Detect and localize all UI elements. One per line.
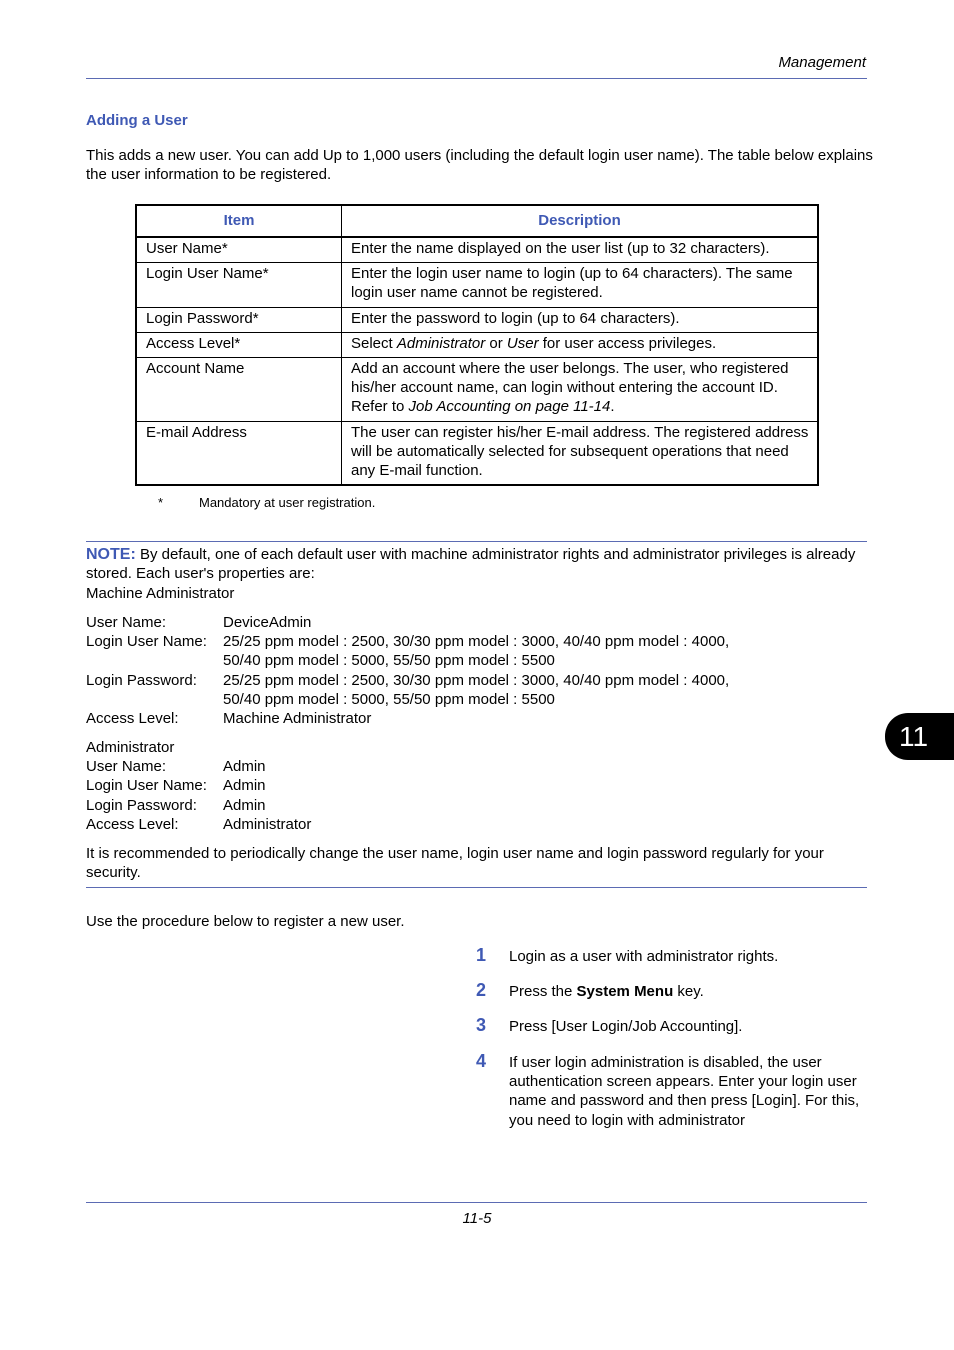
running-header: Management: [778, 54, 866, 71]
header-rule: [86, 78, 867, 79]
kv-value: Machine Administrator: [223, 710, 372, 727]
table-row: [136, 263, 818, 307]
cross-reference-link[interactable]: Job Accounting on page 11-14: [408, 398, 611, 416]
table-cell-item: E-mail Address: [136, 421, 342, 485]
step-text: Login as a user with administrator rights.: [509, 948, 779, 965]
step-text: [509, 982, 869, 1001]
table-cell-item: Login Password*: [136, 307, 342, 332]
step-number: 3: [476, 1015, 487, 1035]
step-text-part: Press the: [509, 983, 577, 1000]
procedure-intro: Use the procedure below to register a new user.: [86, 913, 405, 930]
kv-value: 25/25 ppm model : 2500, 30/30 ppm model : 3000, 40/40 ppm model : 4000,: [223, 633, 730, 650]
step-number: 2: [476, 980, 487, 1000]
intro-paragraph: This adds a new user. You can add Up to 1,000 users (including the default login user name). The table below explains the user information to be registered.: [86, 147, 873, 184]
kv-value: Administrator: [223, 816, 312, 833]
section-title: Adding a User: [86, 112, 188, 129]
system-menu-key-label: System Menu: [576, 983, 674, 1000]
footnote-mark: *: [158, 495, 164, 510]
table-header-row: [136, 205, 818, 237]
table-row: [136, 237, 818, 263]
table-row: [136, 421, 818, 485]
kv-label: Login Password:: [86, 797, 197, 814]
table-cell-description: The user can register his/her E-mail address. The registered address will be automatically selected for subsequent operations that need any E-mail function.: [342, 421, 819, 485]
step-text: Press [User Login/Job Accounting].: [509, 1018, 743, 1035]
table-cell-description: Enter the login user name to login (up to 64 characters). The same login user name cannot be registered.: [342, 263, 819, 307]
note-label: NOTE:: [86, 546, 136, 563]
table-cell-item: Login User Name*: [136, 263, 342, 307]
desc-emphasis: Administrator: [396, 334, 486, 352]
note-text: By default, one of each default user with machine administrator rights and administrator privileges is already stored. Each user's properties are:: [86, 546, 856, 583]
note-top-rule: [86, 541, 867, 542]
kv-label: Login User Name:: [86, 777, 207, 794]
kv-value: DeviceAdmin: [223, 614, 312, 631]
admin-title: Administrator: [86, 739, 175, 756]
kv-label: Login User Name:: [86, 633, 207, 650]
desc-text: for user access privileges.: [538, 334, 717, 352]
footer-rule: [86, 1202, 867, 1203]
kv-label: Login Password:: [86, 672, 197, 689]
note-bottom-rule: [86, 887, 867, 888]
step-number: 1: [476, 945, 487, 965]
table-header-description: Description: [342, 205, 819, 237]
table-cell-item: User Name*: [136, 237, 342, 263]
step-text-part: key.: [673, 983, 704, 1000]
table-cell-item: Account Name: [136, 358, 342, 422]
step-number: 4: [476, 1051, 487, 1071]
kv-label: Access Level:: [86, 816, 179, 833]
chapter-tab[interactable]: 11: [885, 713, 954, 760]
kv-value: Admin: [223, 797, 266, 814]
kv-value: Admin: [223, 777, 266, 794]
page-number: 11-5: [462, 1210, 492, 1227]
kv-value: 50/40 ppm model : 5000, 55/50 ppm model : 5500: [223, 691, 555, 708]
recommendation-text: It is recommended to periodically change the user name, login user name and login password regularly for your security.: [86, 845, 824, 882]
desc-emphasis: User: [506, 334, 539, 352]
kv-value: Admin: [223, 758, 266, 775]
kv-value: 50/40 ppm model : 5000, 55/50 ppm model : 5500: [223, 652, 555, 669]
table-row: [136, 332, 818, 357]
table-cell-description: Enter the password to login (up to 64 characters).: [342, 307, 819, 332]
user-info-table: [135, 204, 819, 486]
kv-label: User Name:: [86, 758, 167, 775]
step-text: If user login administration is disabled, the user authentication screen appears. Enter your login user name and password and then press [Login]. For this, you need to login with administrator: [509, 1054, 860, 1129]
kv-value: 25/25 ppm model : 2500, 30/30 ppm model : 3000, 40/40 ppm model : 4000,: [223, 672, 730, 689]
table-cell-description: [342, 358, 819, 422]
machine-admin-title: Machine Administrator: [86, 585, 235, 602]
footnote-text: Mandatory at user registration.: [199, 495, 376, 510]
table-cell-item: Access Level*: [136, 332, 342, 357]
table-header-item: Item: [136, 205, 342, 237]
kv-label: User Name:: [86, 614, 167, 631]
desc-text: Add an account where the user belongs. The user, who registered his/her account name, can login without entering the account ID. Refer to: [351, 360, 789, 416]
desc-text: or: [485, 334, 507, 352]
table-cell-description: Enter the name displayed on the user list (up to 32 characters).: [342, 237, 819, 263]
desc-text: .: [610, 398, 615, 416]
table-row: [136, 307, 818, 332]
kv-label: Access Level:: [86, 710, 179, 727]
table-row: [136, 358, 818, 422]
table-cell-description: [342, 332, 819, 357]
note-paragraph: [86, 545, 871, 583]
desc-text: Select: [351, 334, 397, 352]
